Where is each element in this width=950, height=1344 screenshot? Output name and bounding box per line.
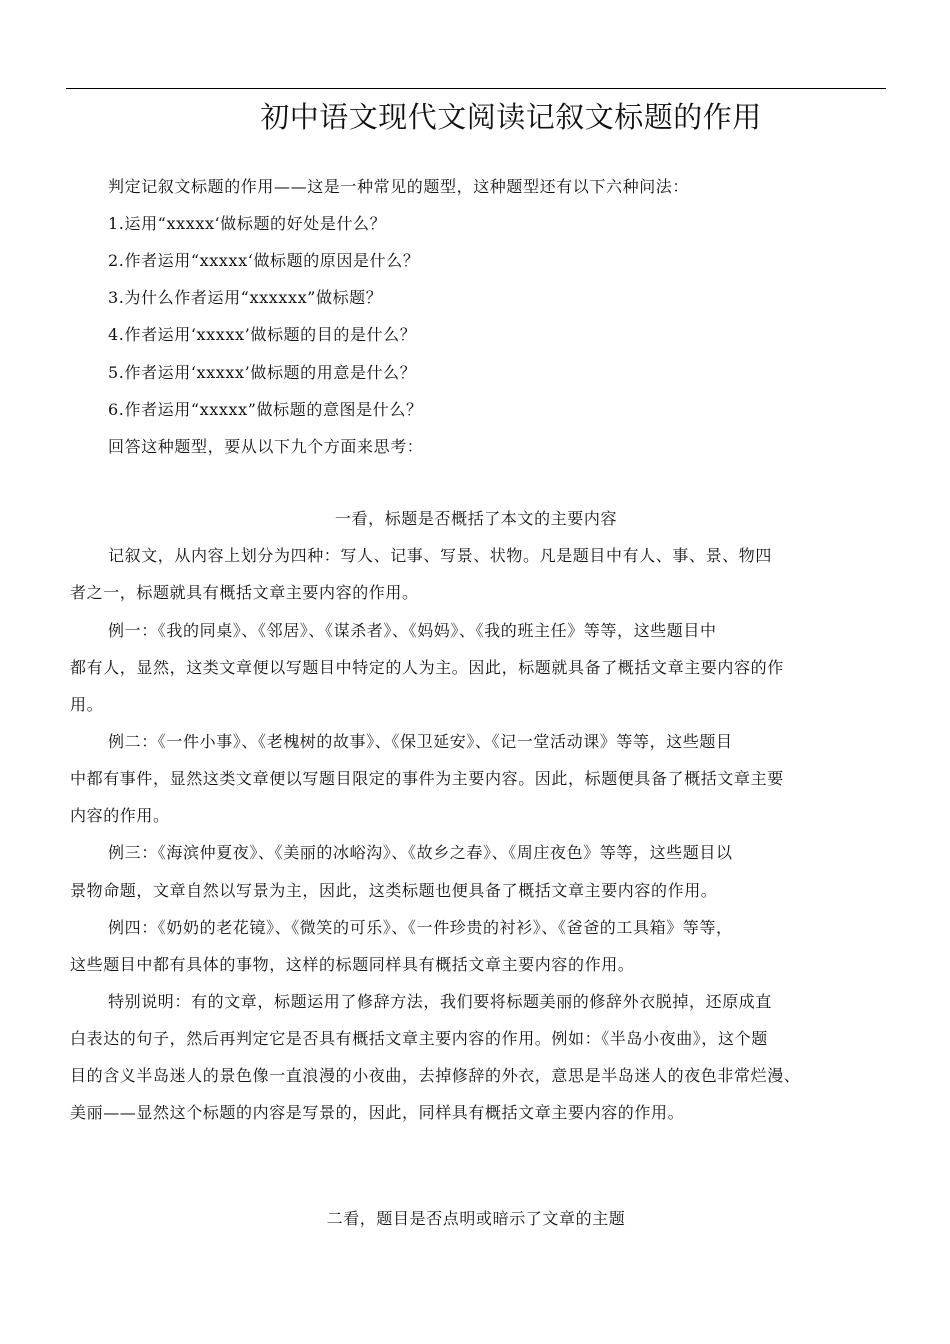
example1-line: 例一：《我的同桌》、《邻居》、《谋杀者》、《妈妈》、《我的班主任》等等，这些题目中	[108, 621, 717, 640]
intro-text: 判定记叙文标题的作用——这是一种常见的题型，这种题型还有以下六种问法：	[108, 177, 690, 196]
document-title: 初中语文现代文阅读记叙文标题的作用	[260, 100, 762, 134]
example3-line: 景物命题，文章自然以写景为主，因此，这类标题也便具备了概括文章主要内容的作用。	[70, 881, 718, 900]
answer-intro: 回答这种题型，要从以下九个方面来思考：	[108, 437, 424, 456]
question-item: 2.作者运用“xxxxx‘做标题的原因是什么？	[108, 251, 420, 270]
section1-heading: 一看，标题是否概括了本文的主要内容	[334, 509, 618, 528]
example4-line: 例四：《奶奶的老花镜》、《微笑的可乐》、《一件珍贵的衬衫》、《爸爸的工具箱》等等，	[108, 918, 733, 937]
question-item: 1.运用“xxxxx‘做标题的好处是什么？	[108, 214, 387, 233]
special-note-line: 目的含义半岛迷人的景色像一直浪漫的小夜曲，去掉修辞的外衣，意思是半岛迷人的夜色非常烂漫、	[70, 1066, 801, 1085]
example2-line: 内容的作用。	[70, 806, 170, 825]
example1-line: 用。	[70, 695, 104, 714]
section1-paragraph-line: 记叙文，从内容上划分为四种：写人、记事、写景、状物。凡是题目中有人、事、景、物四	[108, 546, 773, 565]
example2-line: 例二：《一件小事》、《老槐树的故事》、《保卫延安》、《记一堂活动课》等等，这些题目	[108, 732, 733, 751]
header-rule	[66, 88, 886, 89]
section2-heading: 二看，题目是否点明或暗示了文章的主题	[326, 1209, 626, 1228]
question-item: 4.作者运用‘xxxxx’做标题的目的是什么？	[108, 325, 417, 344]
example3-line: 例三：《海滨仲夏夜》、《美丽的冰峪沟》、《故乡之春》、《周庄夜色》等等，这些题目以	[108, 843, 733, 862]
special-note-line: 特别说明：有的文章，标题运用了修辞方法，我们要将标题美丽的修辞外衣脱掉，还原成直	[108, 992, 773, 1011]
example4-line: 这些题目中都有具体的事物，这样的标题同样具有概括文章主要内容的作用。	[70, 955, 635, 974]
special-note-line: 美丽——显然这个标题的内容是写景的，因此，同样具有概括文章主要内容的作用。	[70, 1103, 685, 1122]
question-item: 5.作者运用‘xxxxx’做标题的用意是什么？	[108, 363, 417, 382]
question-item: 3.为什么作者运用“xxxxxx”做标题？	[108, 288, 383, 307]
special-note-line: 白表达的句子，然后再判定它是否具有概括文章主要内容的作用。例如：《半岛小夜曲》，这个题	[70, 1029, 768, 1048]
example1-line: 都有人，显然，这类文章便以写题目中特定的人为主。因此，标题就具备了概括文章主要内容的作	[70, 658, 784, 677]
example2-line: 中都有事件，显然这类文章便以写题目限定的事件为主要内容。因此，标题便具备了概括文章主要	[70, 769, 784, 788]
question-item: 6.作者运用“xxxxx”做标题的意图是什么？	[108, 400, 423, 419]
section1-paragraph-line: 者之一，标题就具有概括文章主要内容的作用。	[70, 583, 419, 602]
